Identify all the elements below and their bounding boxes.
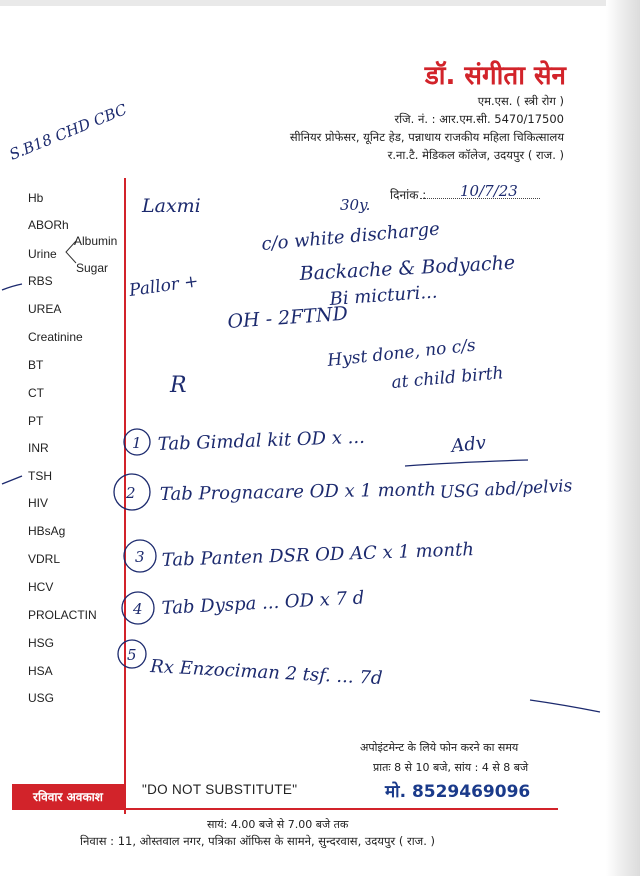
med-1-advice: Adv	[450, 432, 488, 457]
med-5-tail-stroke	[530, 700, 600, 712]
test-hbsag: HBsAg	[28, 524, 66, 538]
residence-address: निवास : 11, ओस्तवाल नगर, पत्रिका ऑफिस के सामने, सुन्दरवास, उदयपुर ( राज. )	[80, 834, 436, 848]
med-3-circle	[124, 540, 156, 572]
patient-name: Laxmi	[142, 195, 201, 217]
med-1-circle	[124, 429, 150, 455]
test-urea: UREA	[28, 302, 62, 316]
obstetric-history: OH - 2FTND	[226, 302, 349, 333]
mobile-number: मो. 8529469096	[385, 782, 531, 802]
med-4-circle	[122, 592, 154, 624]
test-sugar: Sugar	[76, 261, 109, 275]
date-line	[420, 198, 540, 199]
test-tsh: TSH	[28, 469, 52, 483]
med-5-circle	[118, 640, 146, 668]
med-5-text: Rx Enzociman 2 tsf. ... 7d	[149, 656, 383, 690]
footer-red-rule	[124, 808, 558, 810]
complaint-line-2: Backache & Bodyache	[299, 251, 516, 285]
childbirth-note: at child birth	[390, 363, 505, 393]
do-not-substitute-text: "DO NOT SUBSTITUTE"	[142, 782, 298, 797]
test-hiv: HIV	[28, 496, 49, 510]
margin-divider-line	[124, 178, 126, 814]
appointment-time: प्रातः 8 से 10 बजे, सांय : 4 से 8 बजे	[373, 761, 529, 774]
test-prolactin: PROLACTIN	[28, 608, 97, 622]
test-inr: INR	[28, 441, 49, 455]
test-hsg: HSG	[28, 636, 55, 650]
appointment-title: अपोइंटमेन्ट के लिये फोन करने का समय	[360, 741, 519, 754]
test-urine: Urine	[28, 247, 57, 261]
med-1-underline	[405, 460, 528, 466]
med-3-text: Tab Panten DSR OD AC x 1 month	[161, 539, 475, 571]
rx-symbol: R	[170, 373, 187, 398]
date-label: दिनांक :	[390, 188, 427, 202]
doctor-position: सीनियर प्रोफेसर, यूनिट हेड, पन्नाधाय राजकीय महिला चिकित्सालय	[289, 130, 564, 144]
doctor-name: डॉ. संगीता सेन	[424, 61, 566, 91]
left-margin-note	[7, 100, 130, 164]
med-5-number: 5	[127, 646, 137, 664]
complaint-line-1: c/o white discharge	[260, 218, 441, 255]
med-2-text: Tab Prognacare OD x 1 month	[159, 479, 437, 505]
paper-top-edge	[0, 0, 640, 6]
qualification: एम.एस. ( स्त्री रोग )	[477, 94, 564, 108]
test-vdrl: VDRL	[28, 552, 61, 566]
test-creatinine: Creatinine	[28, 330, 83, 344]
left-note-text: S.B18 CHD CBC	[6, 100, 130, 164]
med-3-number: 3	[135, 548, 145, 566]
test-pt: PT	[28, 414, 44, 428]
test-aborh: ABORh	[28, 218, 69, 232]
test-hcv: HCV	[28, 580, 54, 594]
med-2-circle	[114, 474, 150, 510]
test-rbs: RBS	[28, 274, 53, 288]
med-4-text: Tab Dyspa ... OD x 7 d	[161, 587, 365, 619]
test-hb: Hb	[28, 191, 44, 205]
test-usg: USG	[28, 691, 55, 705]
test-hsa: HSA	[28, 664, 53, 678]
date-value: 10/7/23	[460, 182, 518, 200]
medical-college: र.ना.टै. मेडिकल कॉलेज, उदयपुर ( राज. )	[387, 148, 564, 162]
tick-mark-rbs	[2, 284, 22, 290]
complaint-line-3: Bi micturi...	[328, 281, 439, 310]
med-2-usg-advice: USG abd/pelvis	[439, 476, 573, 503]
paper-right-edge	[606, 0, 640, 876]
sunday-closed-badge: रविवार अवकाश	[12, 784, 124, 810]
tick-mark-tsh	[2, 476, 22, 484]
registration-number: रजि. नं. : आर.एम.सी. 5470/17500	[394, 112, 564, 126]
med-4-number: 4	[133, 600, 143, 618]
med-1-number: 1	[132, 434, 142, 452]
test-bt: BT	[28, 358, 44, 372]
pallor-note: Pallor +	[127, 271, 200, 301]
med-2-number: 2	[126, 484, 136, 502]
med-1-text: Tab Gimdal kit OD x ...	[157, 426, 366, 455]
hysterectomy-note: Hyst done, no c/s	[326, 335, 477, 371]
evening-hours: सायं: 4.00 बजे से 7.00 बजे तक	[207, 818, 349, 831]
patient-age: 30y.	[340, 196, 371, 214]
test-ct: CT	[28, 386, 44, 400]
test-albumin: Albumin	[74, 234, 118, 248]
